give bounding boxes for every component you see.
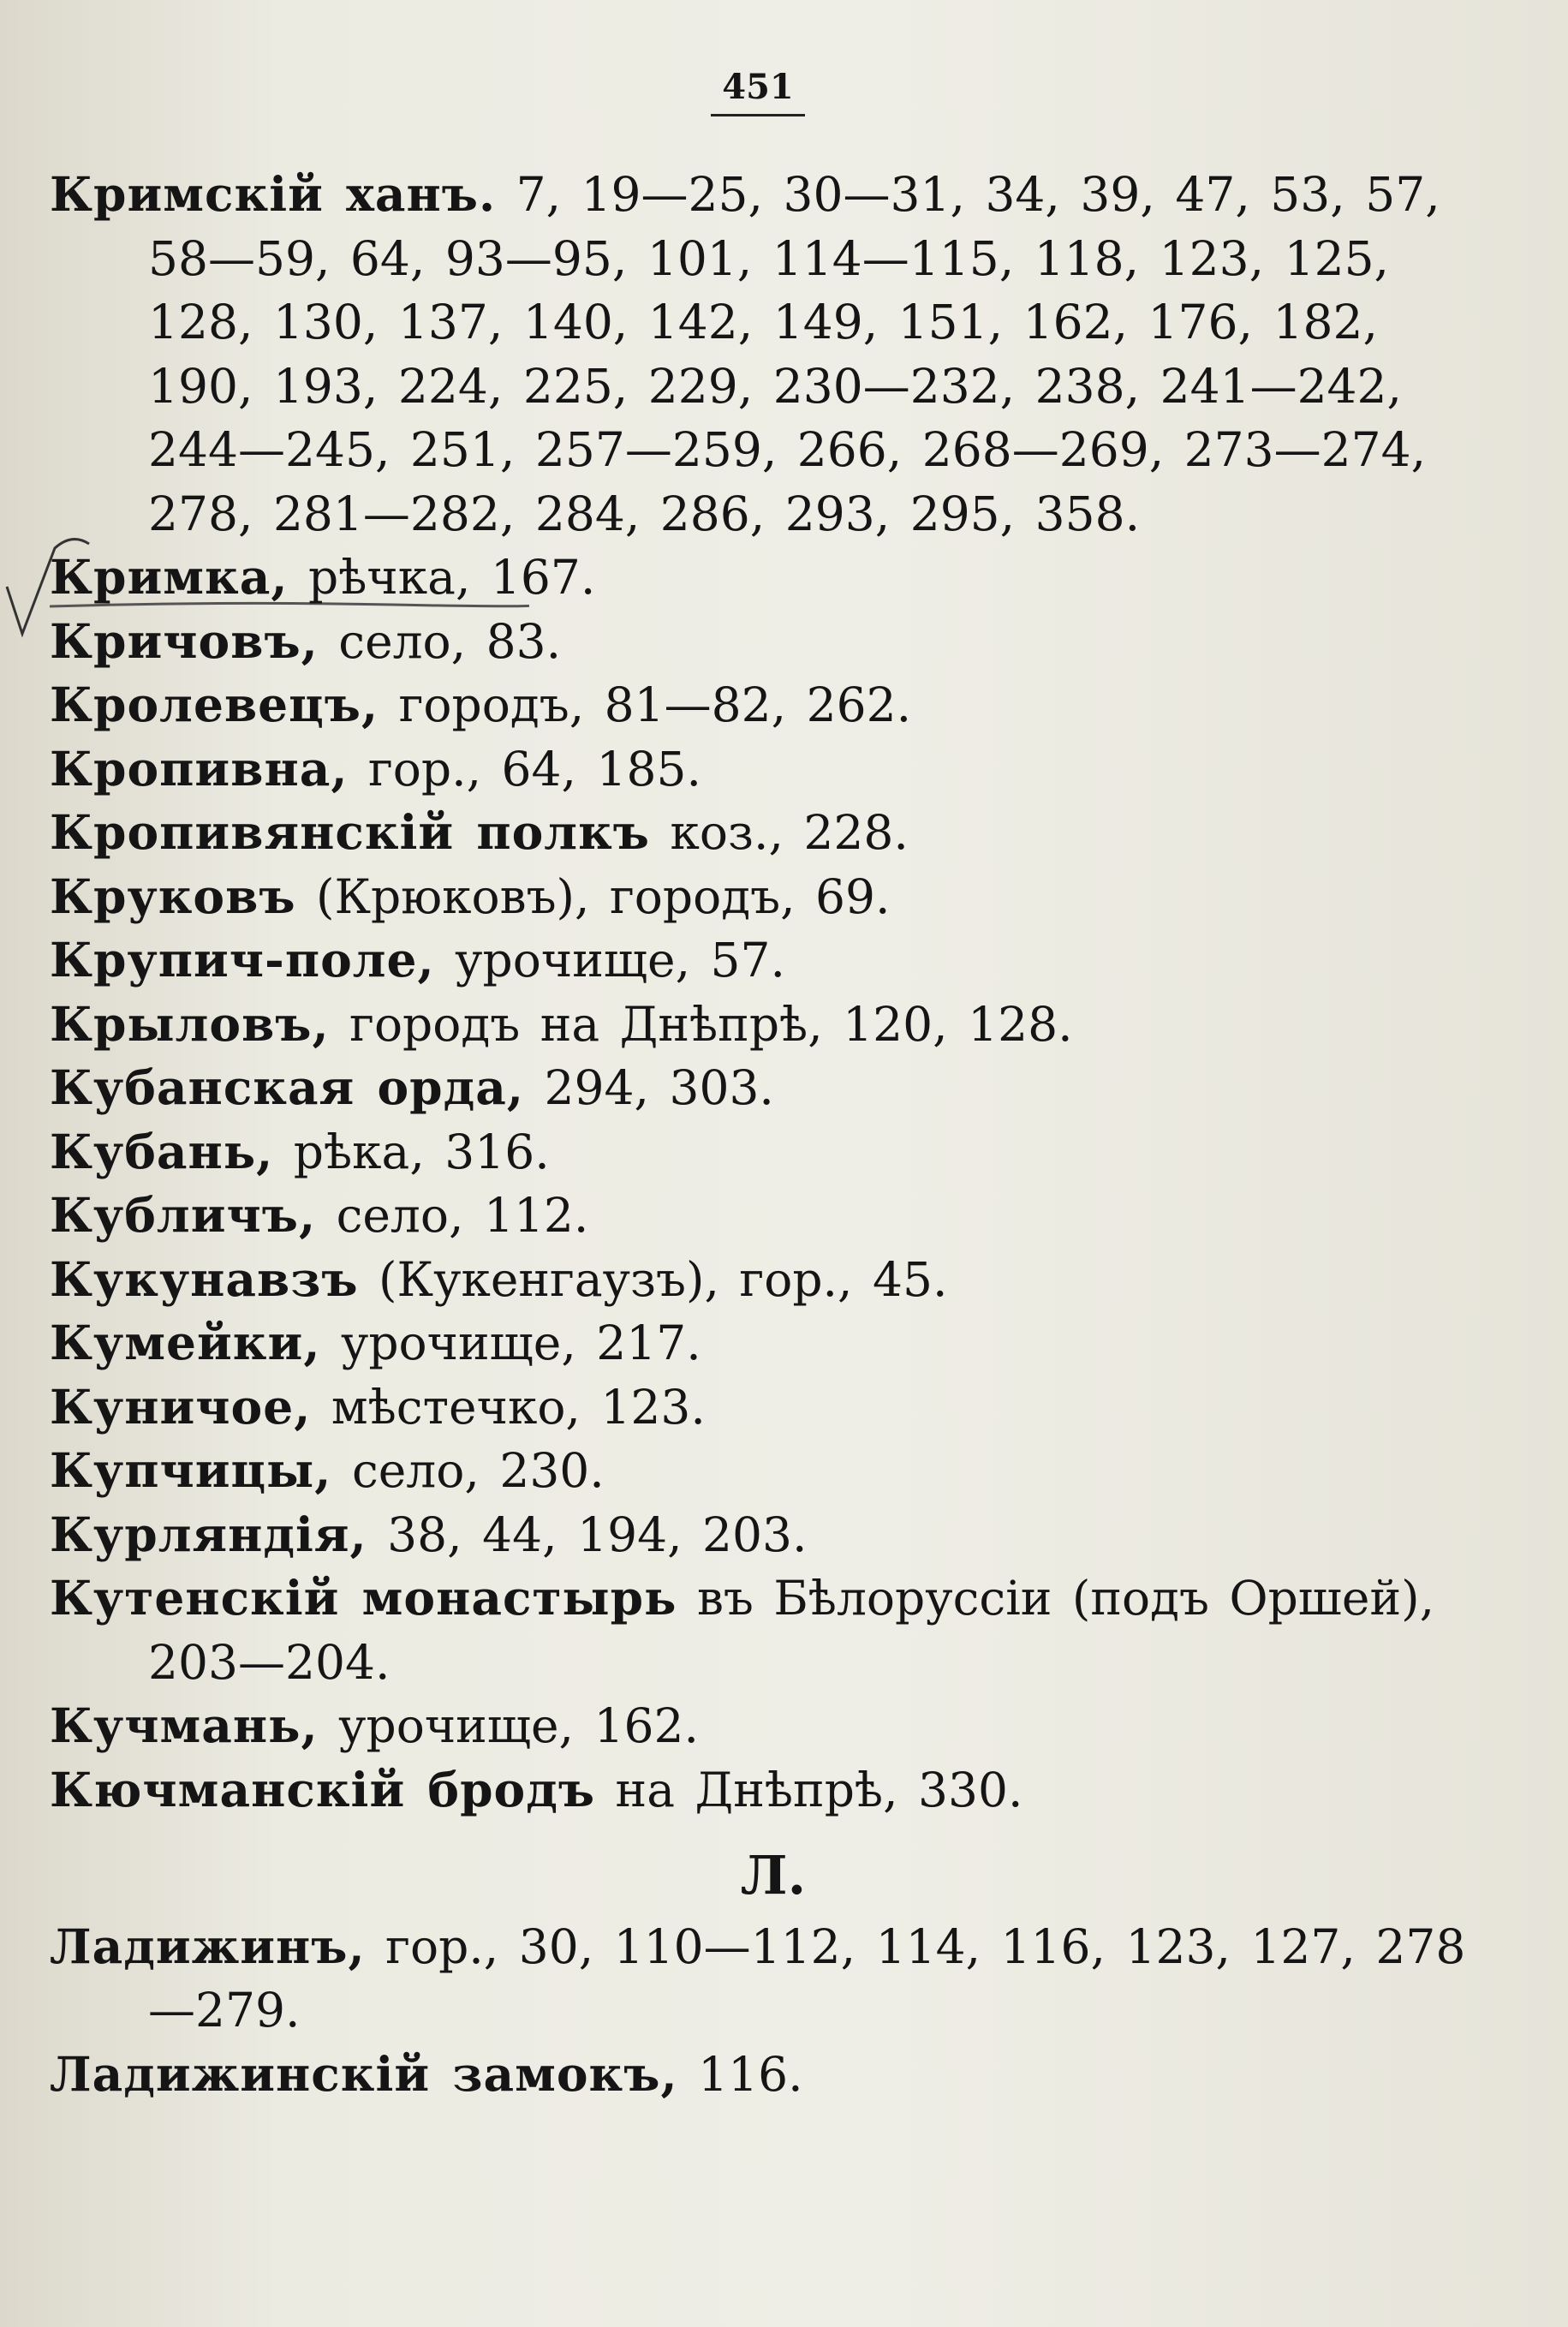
index-entry — [50, 1248, 1497, 1312]
entry-head: Кючманскій бродъ — [50, 1761, 596, 1817]
entry-head: Кумейки, — [50, 1315, 321, 1370]
entry-head: Кучмань, — [50, 1698, 319, 1753]
entry-head: Кубань, — [50, 1123, 274, 1179]
entry-text: городъ, 81—82, 262. — [379, 677, 912, 732]
entry-text: рѣчка, 167. — [288, 550, 596, 605]
entry-head: Курляндія, — [50, 1506, 367, 1562]
index-entry — [50, 993, 1497, 1057]
entry-head: Кримскій ханъ. — [50, 166, 497, 222]
entry-head: Кримка, — [50, 549, 289, 605]
entry-text: 7, 19—25, 30—31, 34, 39, 47, 53, 57, 58—59, 64, 93—95, 101, 114—115, 118, 123, 125, 128, 130, 137, 140, 142, 149, 151, 162, 176, 182, 190, 193, 224, 225, 229, 230—232, 238, 241—242, 244—245, 251, 257—259, 266, 268—269, 273—274, 278, 281—282, 284, 286, 293, 295, 358. — [148, 167, 1440, 541]
index-entry — [50, 610, 1497, 674]
entry-head: Куничое, — [50, 1378, 312, 1435]
entry-head: Кролевецъ, — [50, 677, 379, 732]
entry-text: гор., 30, 110—112, 114, 116, 123, 127, 278—279. — [148, 1918, 1466, 2038]
index-entry — [50, 673, 1497, 737]
entry-head: Кубличъ, — [50, 1187, 317, 1243]
index-entry — [50, 2043, 1497, 2107]
entry-text: рѣка, 316. — [273, 1124, 550, 1179]
index-entry — [50, 1694, 1497, 1758]
entry-head: Ладижинскій замокъ, — [50, 2045, 678, 2102]
index-entry — [50, 1311, 1497, 1375]
entry-text: въ Бѣлоруссіи (подъ Оршей), 203—204. — [148, 1571, 1435, 1690]
page-number: 451 — [711, 67, 805, 116]
entry-text: урочище, 57. — [434, 933, 786, 987]
index-entry — [50, 1758, 1497, 1823]
index-entry — [50, 1915, 1497, 2043]
entry-text: село, 230. — [331, 1443, 605, 1498]
entry-text: 294, 303. — [524, 1060, 774, 1115]
entry-text: на Днѣпрѣ, 330. — [595, 1762, 1023, 1817]
entry-text: городъ на Днѣпрѣ, 120, 128. — [329, 996, 1073, 1052]
entry-text: урочище, 162. — [318, 1698, 699, 1753]
entry-text: мѣстечко, 123. — [311, 1379, 706, 1435]
index-entries — [50, 163, 1497, 2106]
entry-head: Кутенскій монастырь — [50, 1570, 677, 1626]
entry-text: 38, 44, 194, 203. — [367, 1507, 808, 1562]
index-entry — [50, 1566, 1497, 1694]
entry-text: село, 83. — [318, 613, 562, 669]
entry-text: урочище, 217. — [320, 1316, 701, 1370]
index-entry — [50, 1375, 1497, 1440]
index-entry — [50, 737, 1497, 802]
index-entry — [50, 801, 1497, 865]
entry-text: 116. — [677, 2046, 803, 2102]
section-letter: Л. — [740, 1844, 807, 1906]
entry-head: Кропивянскій полкъ — [50, 804, 650, 860]
entry-head: Кропивна, — [50, 740, 349, 797]
entry-head: Ладижинъ, — [50, 1918, 366, 1974]
entry-text: коз., 228. — [650, 805, 909, 860]
index-entry — [50, 1120, 1497, 1184]
index-entry — [50, 1503, 1497, 1567]
entry-head: Крупич-поле, — [50, 932, 435, 987]
entry-head: Круковъ — [50, 868, 296, 924]
index-entry — [50, 163, 1497, 546]
entry-head: Купчицы, — [50, 1442, 332, 1498]
index-entry — [50, 546, 1497, 610]
index-entry — [50, 865, 1497, 929]
entry-head: Крыловъ, — [50, 995, 330, 1052]
entry-head: Кукунавзъ — [50, 1250, 359, 1307]
index-entry — [50, 1184, 1497, 1248]
entry-text: село, 112. — [316, 1188, 589, 1243]
entry-head: Кубанская орда, — [50, 1059, 525, 1115]
entry-head: Кричовъ, — [50, 612, 319, 669]
index-entry — [50, 928, 1497, 993]
entry-text: (Крюковъ), городъ, 69. — [295, 868, 891, 924]
index-entry — [50, 1056, 1497, 1120]
entry-text: гор., 64, 185. — [348, 741, 701, 797]
index-entry — [50, 1439, 1497, 1503]
entry-text: (Кукенгаузъ), гор., 45. — [358, 1251, 948, 1307]
